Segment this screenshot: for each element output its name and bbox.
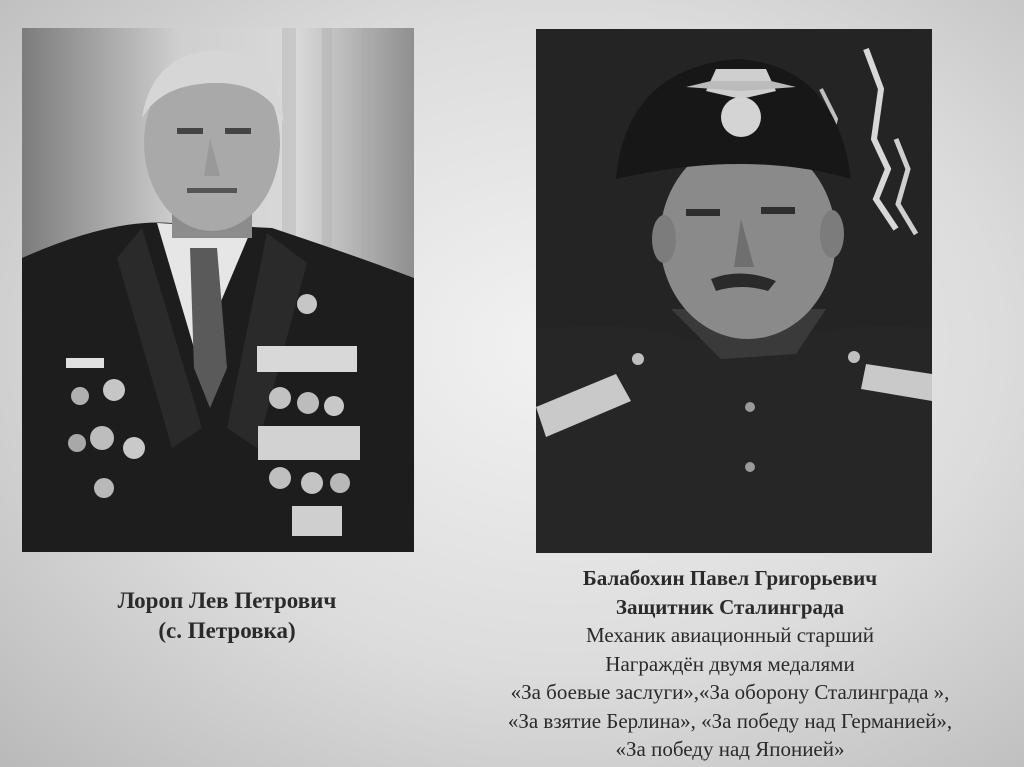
portrait-balabokhin-drawing xyxy=(536,29,932,553)
caption-lorop-place: (с. Петровка) xyxy=(158,618,296,643)
portrait-lorop-drawing xyxy=(22,28,414,552)
caption-balabokhin-awards-3: «За победу над Японией» xyxy=(615,737,845,761)
portrait-photo-lorop xyxy=(22,28,414,552)
caption-balabokhin xyxy=(440,564,1020,764)
caption-balabokhin-title: Защитник Сталинграда xyxy=(615,594,845,619)
caption-balabokhin-name: Балабохин Павел Григорьевич xyxy=(582,566,878,590)
caption-lorop-name: Лороп Лев Петрович xyxy=(117,588,337,613)
caption-balabokhin-role: Механик авиационный старший xyxy=(586,623,874,647)
portrait-photo-balabokhin xyxy=(536,29,932,553)
caption-balabokhin-awards-intro: Награждён двумя медалями xyxy=(605,651,855,676)
caption-lorop xyxy=(60,586,394,646)
caption-balabokhin-awards-1: «За боевые заслуги»,«За оборону Сталинграда », xyxy=(510,680,950,704)
caption-balabokhin-awards-2: «За взятие Берлина», «За победу над Германией», xyxy=(507,708,953,733)
